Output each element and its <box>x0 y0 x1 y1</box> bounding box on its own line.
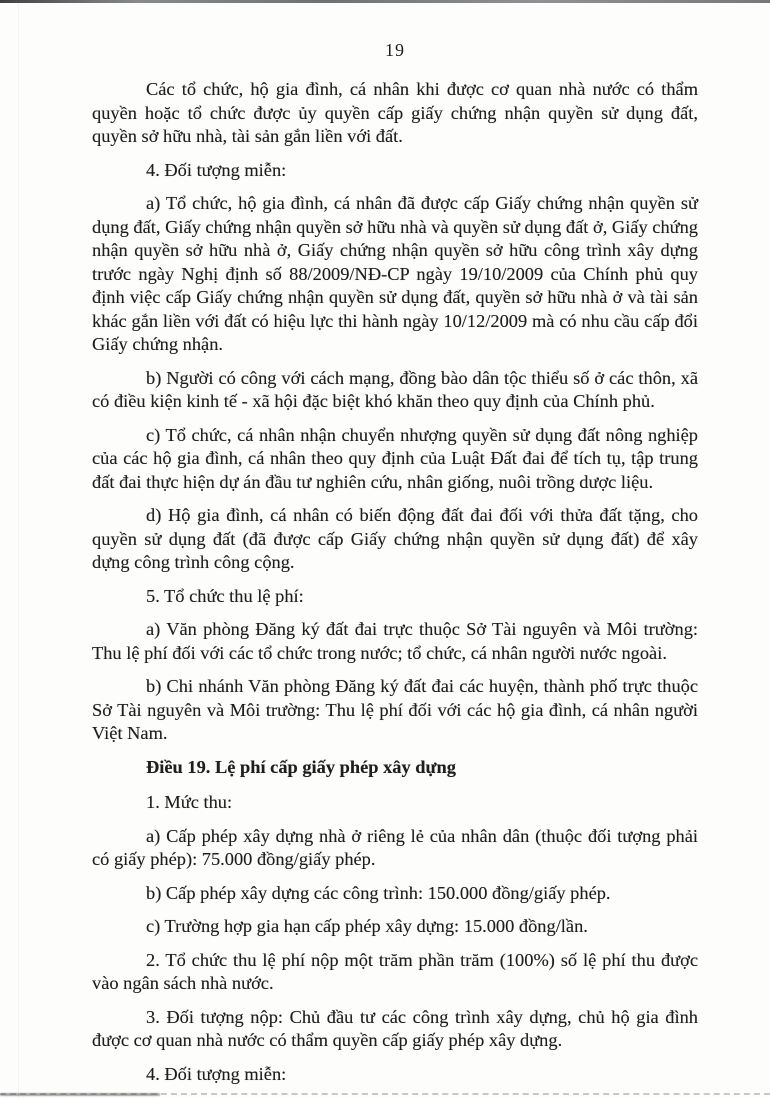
paragraph: 2. Tổ chức thu lệ phí nộp một trăm phần trăm (100%) số lệ phí thu được vào ngân sách nhà nước. <box>92 949 698 993</box>
page-number: 19 <box>385 40 405 60</box>
paragraph: a) Tổ chức, hộ gia đình, cá nhân đã được cấp Giấy chứng nhận quyền sử dụng đất, Giấy chứng nhận quyền sở hữu nhà và quyền sử dụng đất ở, Giấy chứng nhận quyền sở hữu nhà ở, Giấy chứng nhận quyền sở hữu công trình xây dựng trước ngày Nghị định số 88/2009/NĐ-CP ngày 19/10/2009 của Chính phủ quy định việc cấp Giấy chứng nhận quyền sử dụng đất, quyền sở hữu nhà ở và tài sản khác gắn liền với đất có hiệu lực thi hành ngày 10/12/2009 mà có nhu cầu cấp đổi Giấy chứng nhận. <box>92 193 698 354</box>
paragraph: 5. Tổ chức thu lệ phí: <box>146 585 304 606</box>
scan-edge-top <box>0 0 770 3</box>
scan-smudge <box>0 1093 160 1096</box>
page-body <box>92 78 698 1096</box>
paragraph: 4. Đối tượng miễn: <box>146 1063 287 1084</box>
paragraph: a) Văn phòng Đăng ký đất đai trực thuộc Sở Tài nguyên và Môi trường: Thu lệ phí đối với các tổ chức trong nước; tổ chức, cá nhân người nước ngoài. <box>92 619 698 663</box>
article-heading: Điều 19. Lệ phí cấp giấy phép xây dựng <box>146 756 456 777</box>
paragraph: 3. Đối tượng nộp: Chủ đầu tư các công trình xây dựng, chủ hộ gia đình được cơ quan nhà nước có thẩm quyền cấp giấy phép xây dựng. <box>92 1006 698 1050</box>
paragraph: a) Cấp phép xây dựng nhà ở riêng lẻ của nhân dân (thuộc đối tượng phải có giấy phép): 75.000 đồng/giấy phép. <box>92 825 698 869</box>
paragraph: 4. Đối tượng miễn: <box>146 159 287 180</box>
scan-edge-left <box>18 0 19 1098</box>
paragraph: c) Trường hợp gia hạn cấp phép xây dựng: 15.000 đồng/lần. <box>146 916 588 936</box>
paragraph: 1. Mức thu: <box>146 792 233 812</box>
paragraph: Các tổ chức, hộ gia đình, cá nhân khi được cơ quan nhà nước có thẩm quyền hoặc tổ chức được ủy quyền cấp giấy chứng nhận quyền sử dụng đất, quyền sở hữu nhà, tài sản gắn liền với đất. <box>92 79 698 146</box>
paragraph: d) Hộ gia đình, cá nhân có biến động đất đai đối với thửa đất tặng, cho quyền sử dụng đất (đã được cấp Giấy chứng nhận quyền sử dụng đất) để xây dựng công trình công cộng. <box>92 505 698 572</box>
paragraph: b) Người có công với cách mạng, đồng bào dân tộc thiểu số ở các thôn, xã có điều kiện kinh tế - xã hội đặc biệt khó khăn theo quy định của Chính phủ. <box>92 367 698 411</box>
paragraph: b) Chi nhánh Văn phòng Đăng ký đất đai các huyện, thành phố trực thuộc Sở Tài nguyên và Môi trường: Thu lệ phí đối với các hộ gia đình, cá nhân người Việt Nam. <box>92 676 698 743</box>
paragraph: b) Cấp phép xây dựng các công trình: 150.000 đồng/giấy phép. <box>146 882 611 903</box>
paragraph: c) Tổ chức, cá nhân nhận chuyển nhượng quyền sử dụng đất nông nghiệp của các hộ gia đình, cá nhân theo quy định của Luật Đất đai để tích tụ, tập trung đất đai thực hiện dự án đầu tư nghiên cứu, nhân giống, nuôi trồng dược liệu. <box>92 424 698 492</box>
